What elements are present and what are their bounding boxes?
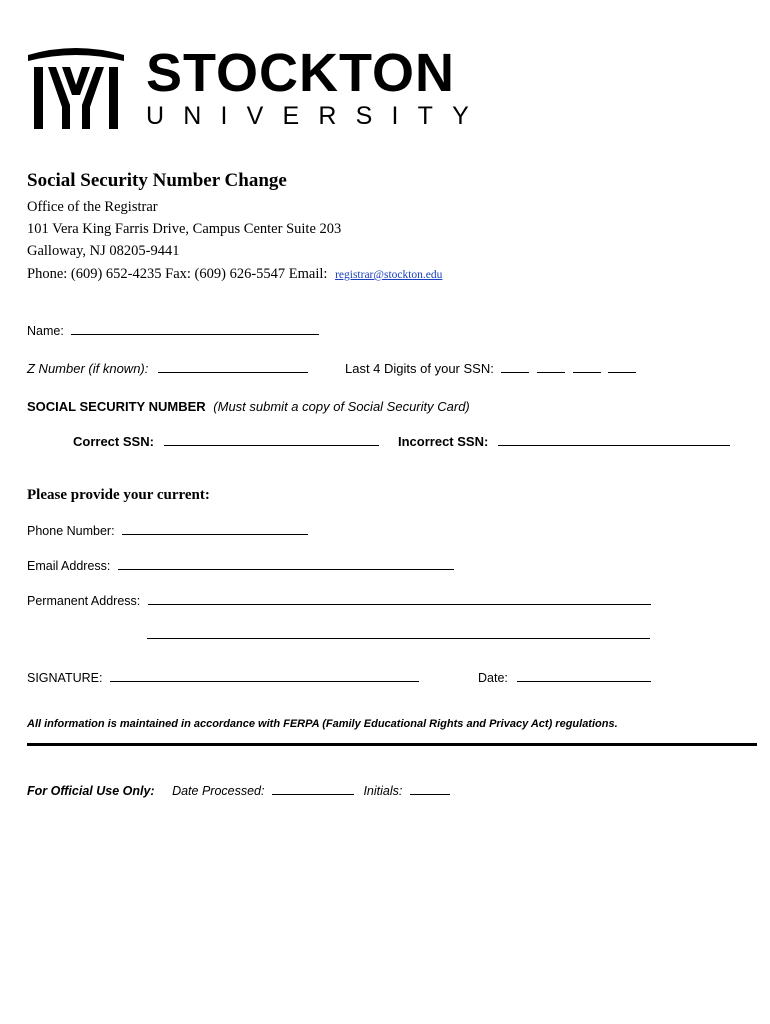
last4-row: [345, 361, 636, 376]
office-name: Office of the Registrar: [27, 199, 158, 215]
registrar-email-link[interactable]: registrar@stockton.edu: [335, 269, 443, 281]
official-use-row: [27, 784, 450, 798]
signature-row: [27, 671, 419, 685]
date-processed-label: Date Processed:: [172, 784, 265, 798]
initials-label: Initials:: [363, 784, 403, 798]
last4-label: Last 4 Digits of your SSN:: [345, 361, 494, 376]
correct-ssn-field[interactable]: [164, 444, 379, 446]
address-line-1: 101 Vera King Farris Drive, Campus Center Suite 203: [27, 221, 342, 237]
last4-digit-3[interactable]: [573, 371, 601, 373]
stockton-logo-mark: [26, 45, 126, 129]
current-info-heading: Please provide your current:: [27, 487, 210, 503]
logo-wordmark: STOCKTON: [146, 43, 456, 103]
ssn-heading: SOCIAL SECURITY NUMBER: [27, 399, 206, 414]
date-field[interactable]: [517, 680, 651, 682]
phone-row: [27, 524, 308, 538]
date-label: Date:: [478, 671, 508, 685]
phone-label: Phone Number:: [27, 524, 115, 538]
date-processed-field[interactable]: [272, 793, 354, 795]
ferpa-notice: All information is maintained in accordance with FERPA (Family Educational Rights and Privacy Act) regulations.: [27, 718, 618, 730]
incorrect-ssn-row: [398, 434, 730, 449]
logo-subtitle: UNIVERSITY: [146, 102, 489, 130]
date-row: [478, 671, 651, 685]
incorrect-ssn-field[interactable]: [498, 444, 730, 446]
section-divider: [27, 743, 757, 746]
znumber-label: Z Number (if known):: [27, 361, 149, 376]
email-row: [27, 559, 454, 573]
form-title: Social Security Number Change: [27, 170, 287, 191]
signature-label: SIGNATURE:: [27, 671, 103, 685]
correct-ssn-row: [73, 434, 379, 449]
name-label: Name:: [27, 324, 64, 338]
name-field[interactable]: [71, 333, 319, 335]
last4-digit-1[interactable]: [501, 371, 529, 373]
permanent-address-label: Permanent Address:: [27, 594, 141, 608]
email-field[interactable]: [118, 568, 454, 570]
phone-field[interactable]: [122, 533, 308, 535]
incorrect-ssn-label: Incorrect SSN:: [398, 434, 489, 449]
znumber-field[interactable]: [158, 371, 308, 373]
official-use-label: For Official Use Only:: [27, 784, 155, 798]
last4-digit-2[interactable]: [537, 371, 565, 373]
last4-digit-4[interactable]: [608, 371, 636, 373]
signature-field[interactable]: [110, 680, 419, 682]
ssn-heading-row: [27, 399, 470, 414]
correct-ssn-label: Correct SSN:: [73, 434, 154, 449]
initials-field[interactable]: [410, 793, 450, 795]
contact-line: [27, 266, 442, 283]
permanent-address-field-2[interactable]: [147, 638, 650, 639]
znumber-row: [27, 361, 308, 376]
email-label: Email Address:: [27, 559, 111, 573]
name-row: [27, 324, 319, 338]
address-line-2: Galloway, NJ 08205-9441: [27, 243, 180, 259]
permanent-address-row: [27, 594, 651, 608]
permanent-address-field-1[interactable]: [148, 603, 651, 605]
contact-text: Phone: (609) 652-4235 Fax: (609) 626-5547 Email:: [27, 266, 328, 282]
ssn-note: (Must submit a copy of Social Security Card): [213, 399, 470, 414]
